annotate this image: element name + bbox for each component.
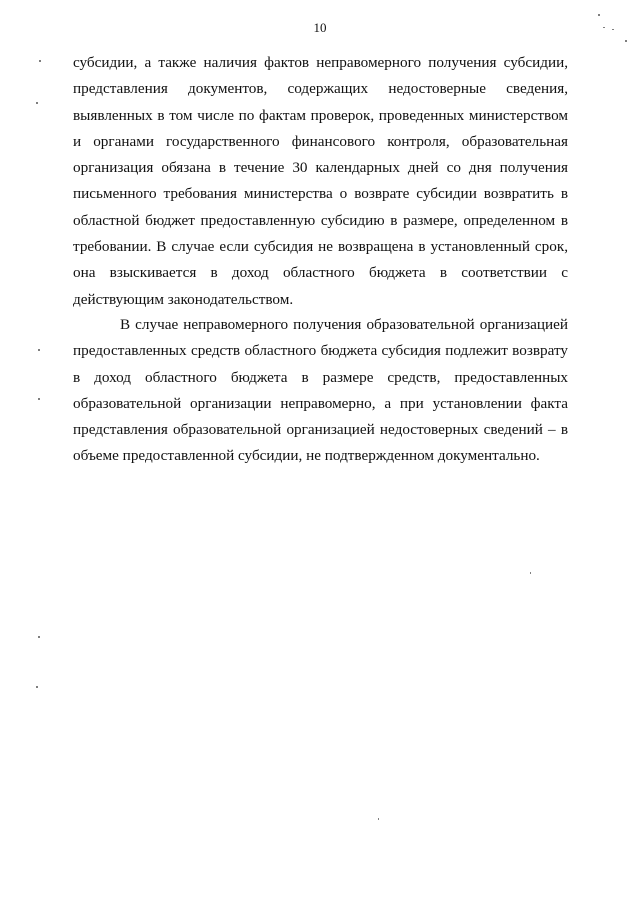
scan-speck: [36, 102, 38, 104]
scan-speck: [625, 40, 627, 42]
scan-speck: [36, 686, 38, 688]
page-number: 10: [313, 20, 327, 35]
scan-speck: [38, 349, 40, 351]
scan-speck: [530, 572, 531, 574]
paragraph-continuation: субсидии, а также наличия фактов неправомерного получения субсидии, представления документов, содержащих недостоверные сведения, выявленных в том числе по фактам проверок, проведенных министерством и органами государственного финансового контроля, образовательная организация обязана в течение 30 календарных дней со дня получения письменного требования министерства о возврате субсидии возвратить в областной бюджет предоставленную субсидию в размере, определенном в требовании. В случае если субсидия не возвращена в установленный срок, она взыскивается в доход областного бюджета в соответствии с действующим законодательством.: [73, 54, 568, 308]
scan-speck: [598, 14, 600, 16]
scan-speck: [38, 398, 40, 400]
scan-speck: [603, 27, 605, 28]
paragraph-misuse-return: В случае неправомерного получения образовательной организацией предоставленных средств областного бюджета субсидия подлежит возврату в доход областного бюджета в размере средств, предоставленных образовательной организации неправомерно, а при установлении факта представления образовательной организацией недостоверных сведений – в объеме предоставленной субсидии, не подтвержденном документально.: [73, 316, 568, 465]
scan-speck: [38, 636, 40, 638]
scan-speck: [39, 60, 41, 62]
scan-speck: [378, 818, 379, 820]
scan-speck: [612, 29, 614, 30]
